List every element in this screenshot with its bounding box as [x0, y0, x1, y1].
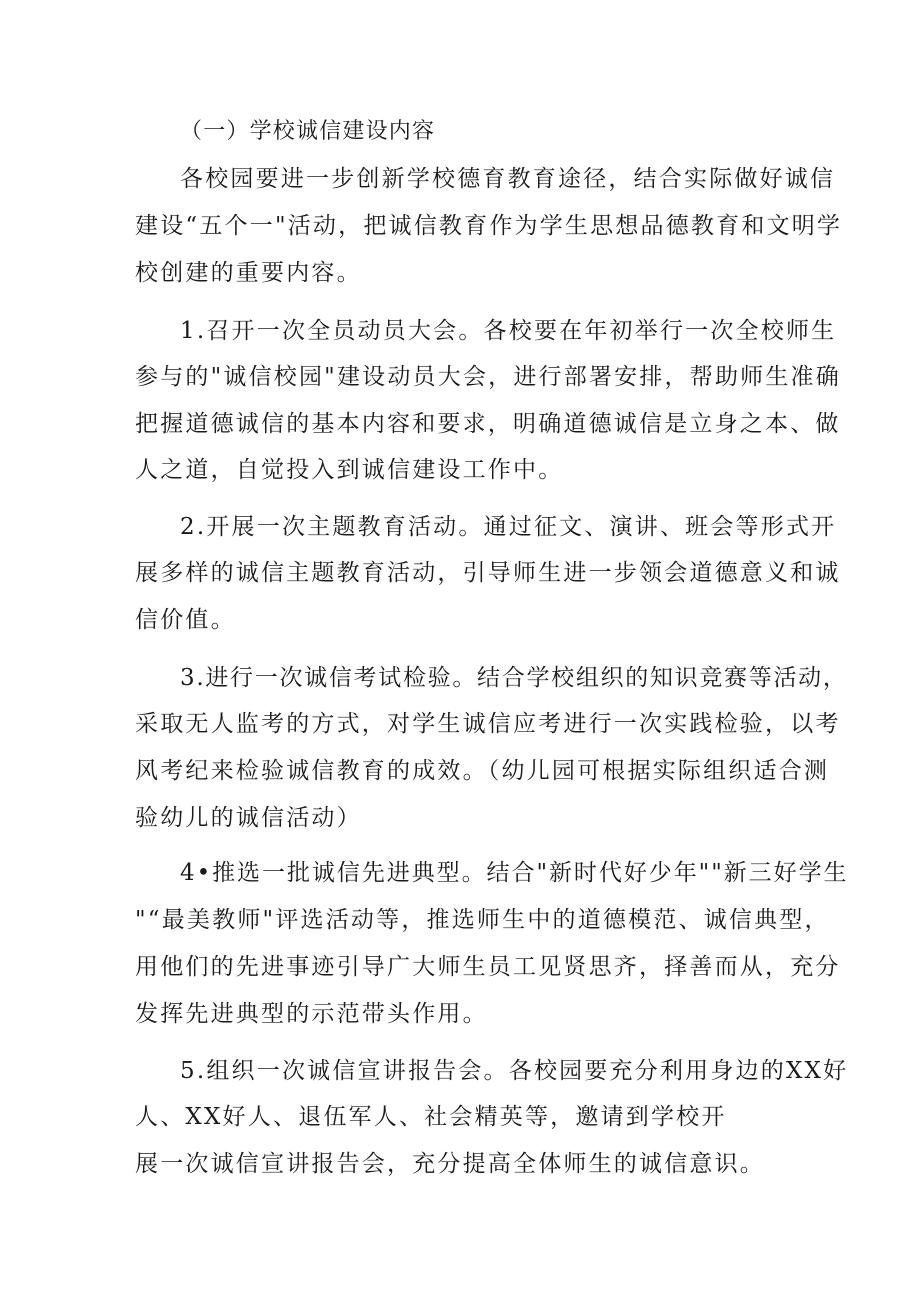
- paragraph-line: 各校园要进一步创新学校德育教育途径，结合实际做好诚信: [180, 166, 836, 192]
- paragraph-line: 采取无人监考的方式，对学生诚信应考进行一次实践检验，以考: [135, 711, 841, 737]
- paragraph-line: 展一次诚信宣讲报告会，充分提高全体师生的诚信意识。: [135, 1151, 765, 1177]
- paragraph-line: 3.进行一次诚信考试检验。结合学校组织的知识竞赛等活动，: [180, 665, 848, 691]
- paragraph-line: 信价值。: [135, 607, 236, 633]
- paragraph-line: 展多样的诚信主题教育活动，引导师生进一步领会道德意义和诚: [135, 560, 841, 586]
- section-heading: （一）学校诚信建设内容: [180, 119, 436, 144]
- paragraph-line: 4•推选一批诚信先进典型。结合"新时代好少年""新三好学生: [180, 860, 849, 886]
- paragraph-line: 人、XX好人、退伍军人、社会精英等，邀请到学校开: [135, 1104, 727, 1130]
- paragraph-line: 人之道，自觉投入到诚信建设工作中。: [135, 457, 564, 483]
- paragraph-line: 建设“五个一"活动，把诚信教育作为学生思想品德教育和文明学: [135, 213, 843, 239]
- paragraph-line: 校创建的重要内容。: [135, 260, 362, 286]
- paragraph-line: 验幼儿的诚信活动）: [135, 805, 362, 831]
- paragraph-line: 风考纪来检验诚信教育的成效。（幼儿园可根据实际组织适合测: [135, 758, 830, 784]
- paragraph-line: 1.召开一次全员动员大会。各校要在年初举行一次全校师生: [180, 318, 837, 344]
- paragraph-line: 2.开展一次主题教育活动。通过征文、演讲、班会等形式开: [180, 514, 837, 540]
- paragraph-line: 5.组织一次诚信宣讲报告会。各校园要充分利用身边的XX好: [180, 1058, 849, 1084]
- paragraph-line: "“最美教师"评选活动等，推选师生中的道德模范、诚信典型，: [135, 907, 830, 933]
- paragraph-line: 用他们的先进事迹引导广大师生员工见贤思齐，择善而从，充分: [135, 954, 841, 980]
- paragraph-line: 把握道德诚信的基本内容和要求，明确道德诚信是立身之本、做: [135, 411, 841, 437]
- paragraph-line: 参与的"诚信校园"建设动员大会，进行部署安排，帮助师生准确: [135, 364, 841, 390]
- paragraph-line: 发挥先进典型的示范带头作用。: [135, 1001, 488, 1027]
